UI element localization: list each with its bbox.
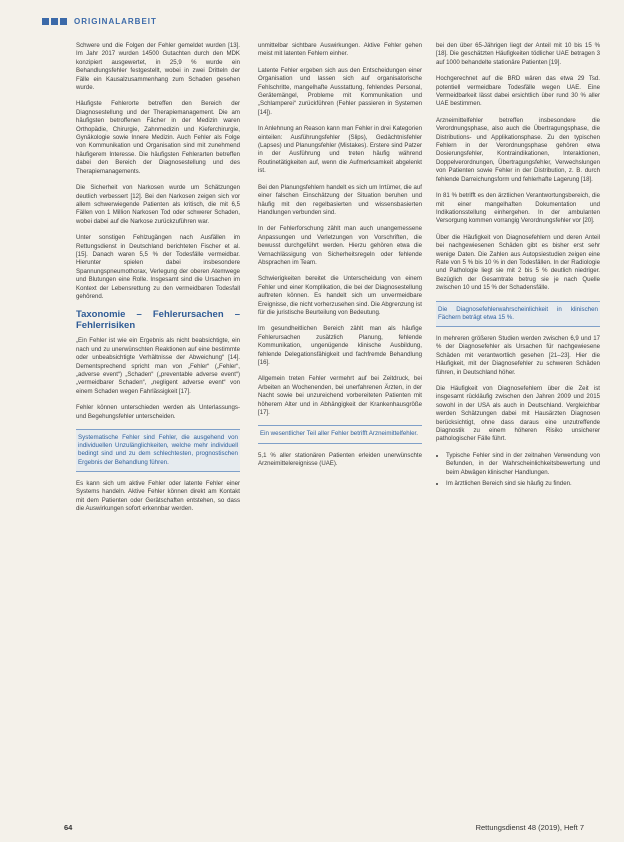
list-item: • Im ärztlichen Bereich sind sie häufig zu finden. <box>446 480 600 488</box>
paragraph: Schwere und die Folgen der Fehler gemeldet wurden [13]. Im Jahr 2017 wurden 14500 Gutachten durch den MDK konzipiert ausgewertet, in 25,9 % wurde ein Behandlungsfehler festgestellt, wobei in zwei Dritteln der Fälle ein Kausalzusammenhang zum Schaden gesehen wurde. <box>76 42 240 92</box>
section-header <box>42 14 157 28</box>
paragraph: Die Häufigkeit von Diagnosefehlern über die Zeit ist insgesamt rückläufig zwischen den Jahren 2009 und 2015 sowohl in der USA als auch in Deutschland. Vergleichbar werden Schätzungen dabei mit Hausärzten Diagnosen berücksichtigt, ohne dass daraus eine unzutreffende Diagnostik zu einem höheren Risiko unsicherer pathologischer Fälle führt. <box>436 385 600 443</box>
header-square-icon <box>60 18 67 25</box>
paragraph: Arzneimittelfehler betreffen insbesondere die Verordnungsphase, also auch die Übertragungsphase, die Distributions- und Applikationsphase. Zu den typischen Fehlern in der Verordnungsphase gehören etwa Dosierungsfehler, Kontraindikationen, Interaktionen, Doppelverordnungen, Übertragungsfehler, Verwechslungen von Patienten sowie Fehler in der Distribution, z. B. durch fehlende Darreichungsform und fehlerhafte Lagerung [18]. <box>436 116 600 183</box>
paragraph: unmittelbar sichtbare Auswirkungen. Aktive Fehler gehen meist mit latenten Fehlern einher. <box>258 42 422 58</box>
paragraph: In 81 % betrifft es den ärztlichen Verantwortungsbereich, die mit einer mangelhaften Dokumentation und Indikationsstellung einhergehen. In der ambulanten Versorgung kommen vorrangig Verordnungsfehler vor [20]. <box>436 192 600 225</box>
paragraph: bei den über 65-Jährigen liegt der Anteil mit 10 bis 15 % [18]. Die geschätzten Häufigkeiten tödlicher UAE betragen 3 auf 1000 behandelte stationäre Patienten [19]. <box>436 42 600 66</box>
page-number: 64 <box>64 823 73 832</box>
paragraph: Die Sicherheit von Narkosen wurde um Schätzungen deutlich verbessert [12]. Bei den Narkosen zeigen sich vor allem schwerwiegende Patienten als kritisch, die mit 6,5 Fällen von 1 Million Narkosen Tod oder schwerer Schaden, wobei dabei auf die Narkose zurückzuführen war. <box>76 184 240 225</box>
section-heading: Taxonomie – Fehlerursachen – Fehlerrisiken <box>76 309 240 332</box>
highlight-box: Die Diagnosefehlerwahrscheinlichkeit in klinischen Fächern beträgt etwa 15 %. <box>436 301 600 327</box>
paragraph: Im gesundheitlichen Bereich zählt man als häufige Fehlerursachen zusätzlich Planung, fehlende Kommunikation, ungenügende klinische Ausbildung, fehlende Delegationsfähigkeit und fachfremde Behandlung [16]. <box>258 325 422 366</box>
bullet-list <box>436 452 600 489</box>
paragraph: 5,1 % aller stationären Patienten erleiden unerwünschte Arzneimittelereignisse (UAE). <box>258 451 422 468</box>
column-1 <box>76 42 240 521</box>
header-square-icon <box>42 18 49 25</box>
paragraph: Häufigste Fehlerorte betreffen den Bereich der Diagnosestellung und der Therapiemanagement. Die am häufigsten betroffenen Fächer in der Medizin waren Orthopädie, Chirurgie, Zahnmedizin und Kieferchirurgie, Gynäkologie sowie Innere Medizin. Auch Fehler als Folge von Kommunikation und Organisation sind mit zunehmend häufigerem Interesse. Die häufigsten Fehlerarten betreffen dabei den Bereich der Diagnosestellung und des Therapiemanagements. <box>76 100 240 175</box>
highlight-box: Systematische Fehler sind Fehler, die ausgehend von individuellen Unzulänglichkeiten, welche mehr individuell bedingt sind und zu dem schlechtesten, prognostischen Ergebnis der Behandlung führen. <box>76 429 240 472</box>
paragraph: In mehreren größeren Studien werden zwischen 6,9 und 17 % der Diagnosefehler als Ursachen für nachgewiesene Schäden mit verantwortlich gesehen [21–23]. Hier die Häufigkeit, mit der Diagnosefehler zu schweren Schäden führen, in Deutschland höher. <box>436 334 600 376</box>
paragraph: Schwierigkeiten bereitet die Unterscheidung von einem Fehler und einer Komplikation, die bei der Diagnosestellung auftreten können. Es handelt sich um unvermeidbare Ereignisse, die nicht vorherzusehen sind. Die Abgrenzung ist für die juristische Beurteilung von Bedeutung. <box>258 275 422 316</box>
paragraph: Bei den Planungsfehlern handelt es sich um Irrtümer, die auf einer falschen Einschätzung der Situation beruhen und häufig mit den regelbasierten und wissensbasierten Handlungen verbunden sind. <box>258 183 422 216</box>
paragraph: Es kann sich um aktive Fehler oder latente Fehler einer Systems handeln. Aktive Fehler können direkt am Kontakt mit dem Patienten oder Gerätschaften entstehen, so dass die Auswirkungen sofort erkennbar werden. <box>76 479 240 513</box>
column-3 <box>436 42 600 491</box>
journal-reference: Rettungsdienst 48 (2019), Heft 7 <box>475 823 584 832</box>
column-2 <box>258 42 422 476</box>
paragraph: Fehler können unterschieden werden als Unterlassungs- und Begehungsfehler unterscheiden. <box>76 404 240 420</box>
paragraph: In der Fehlerforschung zählt man auch unangemessene Anpassungen und Verletzungen von Vorschriften, die bewusst durchgeführt werden. Hierzu gehören etwa die Vernachlässigung von Sicherheitsregeln oder fehlende Absprachen im Team. <box>258 225 422 266</box>
list-item: • Typische Fehler sind in der zeitnahen Verwendung von Befunden, in der Wahrscheinlichkeitsbewertung und beim Abwägen klinischer Handlungen. <box>446 452 600 477</box>
paragraph: Über die Häufigkeit von Diagnosefehlern und deren Anteil bei nachgewiesenen Schäden gibt es bisher erst sehr wenige Daten. Die Zahlen aus Autopsiestudien zeigen eine Rate von 5 % bis 10 % in den Todesfällen. In der Radiologie und Pathologie liegt sie mit 2 bis 5 % deutlich niedriger. Bezüglich der Gesamtrate betrug sie je nach Quelle zwischen 10 und 15 % der Schadensfälle. <box>436 233 600 292</box>
paragraph: Allgemein treten Fehler vermehrt auf bei Zeitdruck, bei Arbeiten an Wochenenden, bei unerfahrenen Ärzten, in der Nacht sowie bei unzureichend vorbereiteten Patienten mit höherem Alter und in Abhängigkeit der Krankenhausgröße [17]. <box>258 375 422 417</box>
paragraph: Latente Fehler ergeben sich aus den Entscheidungen einer Organisation und lassen sich auf organisatorische Fehlschritte, mangelhafte Ausstattung, fehlendes Personal, Gerätemängel, Probleme mit Kommunikation und „Schlamperei“ zurückführen (Fehler passieren in Systemen [14]). <box>258 66 422 116</box>
highlight-box: Ein wesentlicher Teil aller Fehler betrifft Arzneimittelfehler. <box>258 425 422 443</box>
paragraph: Unter sonstigen Fehlzugängen nach Ausfällen im Rettungsdienst in Deutschland berichteten Fischer et al. [15]. Danach waren 5,5 % der Todesfälle vermeidbar. Hierunter spielen dabei insbesondere Spannungspneumothorax, Verlegung der oberen Atemwege und Blutungen eine Rolle. Insgesamt sind die Ursachen im Kontext der Lebensrettung zu den vermeidbaren Todesfall gehörend. <box>76 234 240 300</box>
header-square-icon <box>51 18 58 25</box>
section-label: ORIGINALARBEIT <box>74 16 157 26</box>
paragraph: In Anlehnung an Reason kann man Fehler in drei Kategorien einteilen: Ausführungsfehler (Slips), Gedächtnisfehler (Lapses) und Planungsfehler (Mistakes). Erstere sind Patzer in der Ausführung und treten häufig während Routinetätigkeiten auf, wenn die Aufmerksamkeit abgelenkt ist. <box>258 125 422 175</box>
paragraph: Hochgerechnet auf die BRD wären das etwa 29 Tsd. potentiell vermeidbare Todesfälle wegen UAE. Eine Vermeidbarkeit lässt dabei ersichtlich über rund 30 % aller UAE bestimmen. <box>436 75 600 108</box>
paragraph: „Ein Fehler ist wie ein Ergebnis als nicht beabsichtigte, ein nach und zu unerwünschten Reaktionen auf eine bestimmte oder unbeabsichtigte Verhältnisse der Abweichung“ [14]. Dementsprechend spricht man von „Fehler“ („Fehler“, „adverse event“) „Schaden“ („preventable adverse event“) „vermeidbarer Schaden“, „negligent adverse event“ von einem Schaden wegen Fahrlässigkeit [17]. <box>76 337 240 395</box>
